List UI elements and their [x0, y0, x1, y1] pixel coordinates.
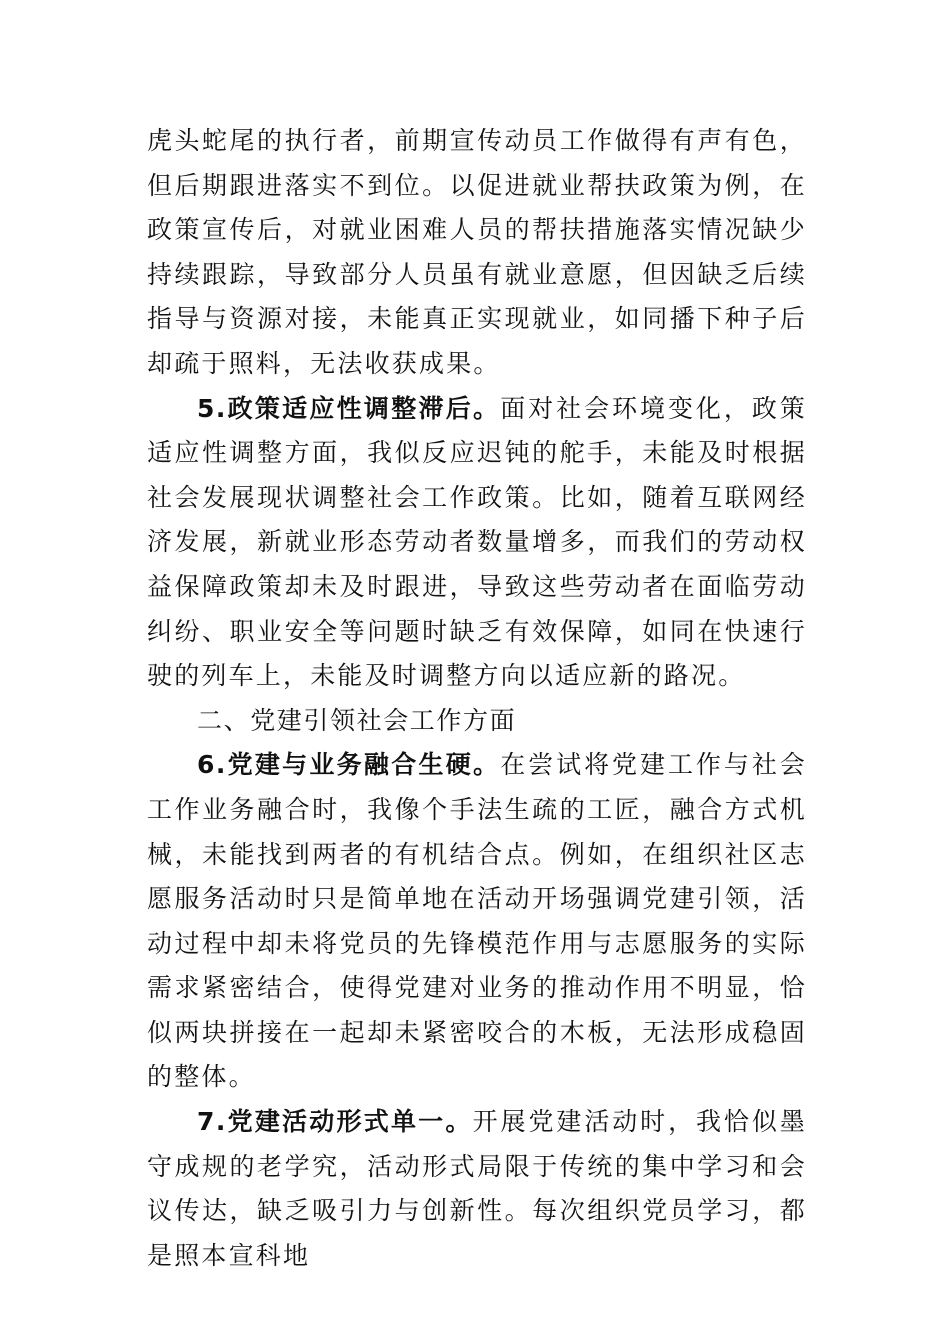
- paragraph-continuation: [147, 119, 807, 387]
- item-6-lead: 6.党建与业务融合生硬。: [197, 750, 501, 780]
- item-5-text: 面对社会环境变化，政策适应性调整方面，我似反应迟钝的舵手，未能及时根据社会发展现状调整社会工作政策。比如，随着互联网经济发展，新就业形态劳动者数量增多，而我们的劳动权益保障政策却未及时跟进，导致这些劳动者在面临劳动纠纷、职业安全等问题时缺乏有效保障，如同在快速行驶的列车上，未能及时调整方向以适应新的路况。: [147, 393, 807, 691]
- paragraph-item-6: [147, 743, 807, 1100]
- document-body: [147, 119, 807, 1278]
- item-7-lead: 7.党建活动形式单一。: [197, 1107, 473, 1137]
- paragraph-text: 虎头蛇尾的执行者，前期宣传动员工作做得有声有色，但后期跟进落实不到位。以促进就业帮扶政策为例，在政策宣传后，对就业困难人员的帮扶措施落实情况缺少持续跟踪，导致部分人员虽有就业意愿，但因缺乏后续指导与资源对接，未能真正实现就业，如同播下种子后却疏于照料，无法收获成果。: [147, 126, 807, 378]
- item-5-lead: 5.政策适应性调整滞后。: [197, 393, 501, 423]
- paragraph-item-7: [147, 1100, 807, 1278]
- paragraph-item-5: [147, 387, 807, 699]
- section-heading-party-building: 二、党建引领社会工作方面: [197, 705, 517, 735]
- item-6-text: 在尝试将党建工作与社会工作业务融合时，我像个手法生疏的工匠，融合方式机械，未能找到两者的有机结合点。例如，在组织社区志愿服务活动时只是简单地在活动开场强调党建引领，活动过程中却未将党员的先锋模范作用与志愿服务的实际需求紧密结合，使得党建对业务的推动作用不明显，恰似两块拼接在一起却未紧密咬合的木板，无法形成稳固的整体。: [147, 750, 807, 1092]
- item-7-text: 开展党建活动时，我恰似墨守成规的老学究，活动形式局限于传统的集中学习和会议传达，缺乏吸引力与创新性。每次组织党员学习，都是照本宣科地: [147, 1107, 807, 1270]
